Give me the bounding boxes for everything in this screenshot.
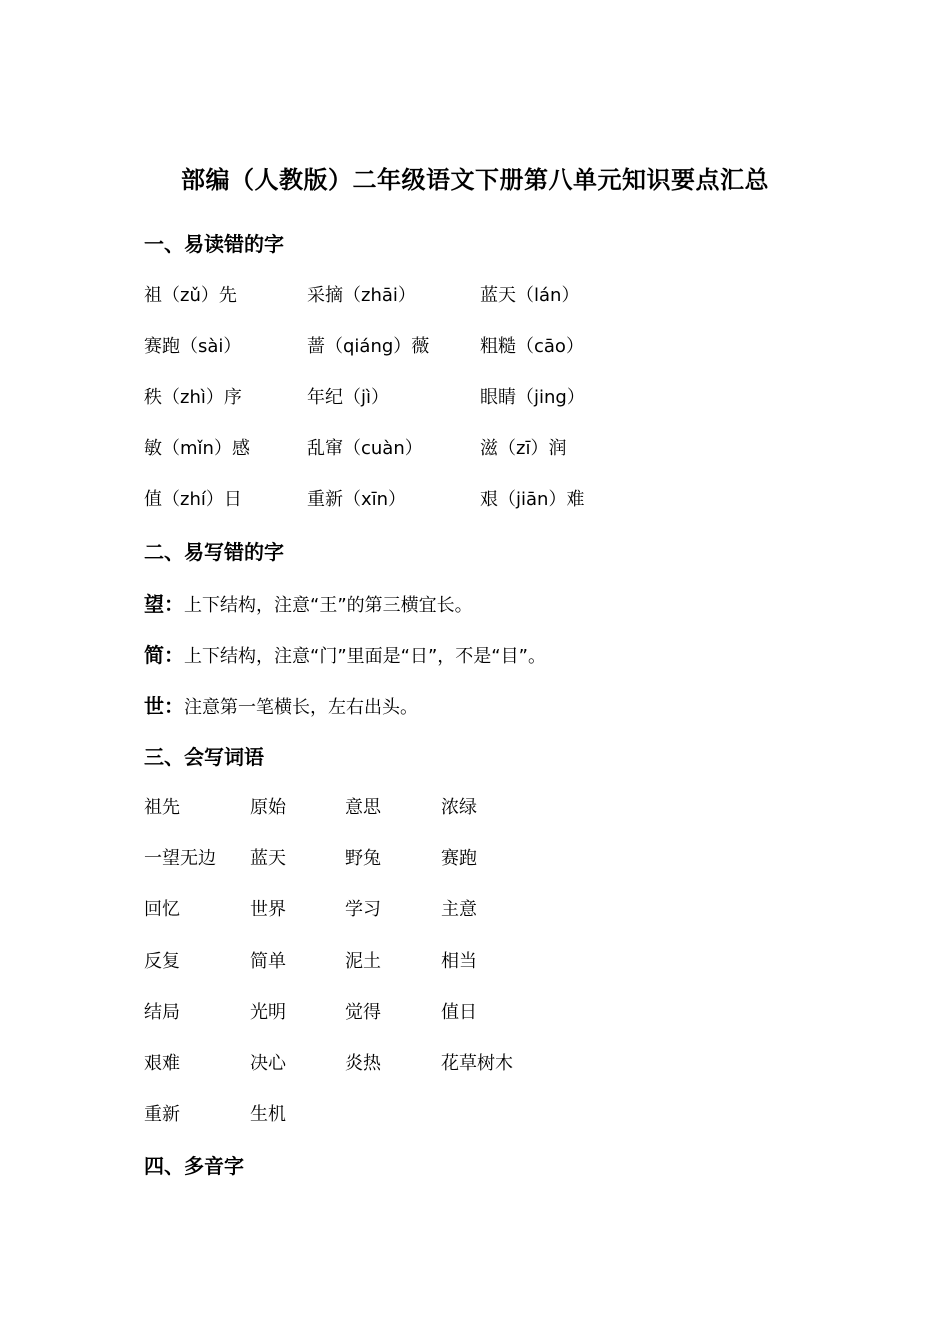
misread-word: 秩（zhì）序	[144, 387, 242, 408]
miswritten-char: 简：	[144, 643, 184, 667]
vocabulary-word: 值日	[441, 1002, 477, 1023]
vocabulary-word: 相当	[441, 951, 477, 972]
misread-word: 祖（zǔ）先	[144, 285, 237, 306]
vocabulary-word: 祖先	[144, 797, 180, 818]
vocabulary-word: 光明	[250, 1002, 286, 1023]
misread-word: 滋（zī）润	[480, 438, 567, 459]
vocabulary-word: 觉得	[345, 1002, 381, 1023]
misread-word: 艰（jiān）难	[480, 489, 585, 510]
miswritten-char: 世：	[144, 694, 184, 718]
miswritten-item	[144, 588, 473, 617]
vocabulary-word: 学习	[345, 899, 381, 920]
miswritten-note: 上下结构，注意“门”里面是“日”，不是“目”。	[184, 646, 546, 667]
miswritten-item	[144, 639, 546, 668]
vocabulary-word: 原始	[250, 797, 286, 818]
vocabulary-word: 决心	[250, 1053, 286, 1074]
vocabulary-word: 回忆	[144, 899, 180, 920]
misread-word: 年纪（jì）	[307, 387, 390, 408]
miswritten-note: 注意第一笔横长，左右出头。	[184, 697, 418, 718]
vocabulary-word: 浓绿	[441, 797, 477, 818]
misread-word: 敏（mǐn）感	[144, 438, 250, 459]
section-heading-miswritten: 二、易写错的字	[144, 540, 284, 564]
section-heading-vocabulary: 三、会写词语	[144, 745, 264, 769]
vocabulary-word: 一望无边	[144, 848, 216, 869]
section-heading-polyphonic: 四、多音字	[144, 1154, 244, 1178]
vocabulary-word: 意思	[345, 797, 381, 818]
misread-word: 乱窜（cuàn）	[307, 438, 423, 459]
vocabulary-word: 反复	[144, 951, 180, 972]
misread-word: 采摘（zhāi）	[307, 285, 416, 306]
vocabulary-word: 蓝天	[250, 848, 286, 869]
vocabulary-word: 简单	[250, 951, 286, 972]
vocabulary-word: 野兔	[345, 848, 381, 869]
miswritten-item	[144, 690, 418, 719]
vocabulary-word: 赛跑	[441, 848, 477, 869]
vocabulary-word: 结局	[144, 1002, 180, 1023]
miswritten-note: 上下结构，注意“王”的第三横宜长。	[184, 595, 473, 616]
vocabulary-word: 炎热	[345, 1053, 381, 1074]
vocabulary-word: 泥土	[345, 951, 381, 972]
vocabulary-word: 生机	[250, 1104, 286, 1125]
misread-word: 蓝天（lán）	[480, 285, 580, 306]
vocabulary-word: 艰难	[144, 1053, 180, 1074]
misread-word: 蔷（qiáng）薇	[307, 336, 430, 357]
vocabulary-word: 重新	[144, 1104, 180, 1125]
misread-word: 眼睛（jing）	[480, 387, 585, 408]
page-title: 部编（人教版）二年级语文下册第八单元知识要点汇总	[181, 166, 769, 194]
section-heading-misread: 一、易读错的字	[144, 232, 284, 256]
vocabulary-word: 世界	[250, 899, 286, 920]
vocabulary-word: 主意	[441, 899, 477, 920]
misread-word: 重新（xīn）	[307, 489, 407, 510]
vocabulary-word: 花草树木	[441, 1053, 513, 1074]
miswritten-char: 望：	[144, 592, 184, 616]
misread-word: 值（zhí）日	[144, 489, 242, 510]
misread-word: 赛跑（sài）	[144, 336, 242, 357]
misread-word: 粗糙（cāo）	[480, 336, 584, 357]
